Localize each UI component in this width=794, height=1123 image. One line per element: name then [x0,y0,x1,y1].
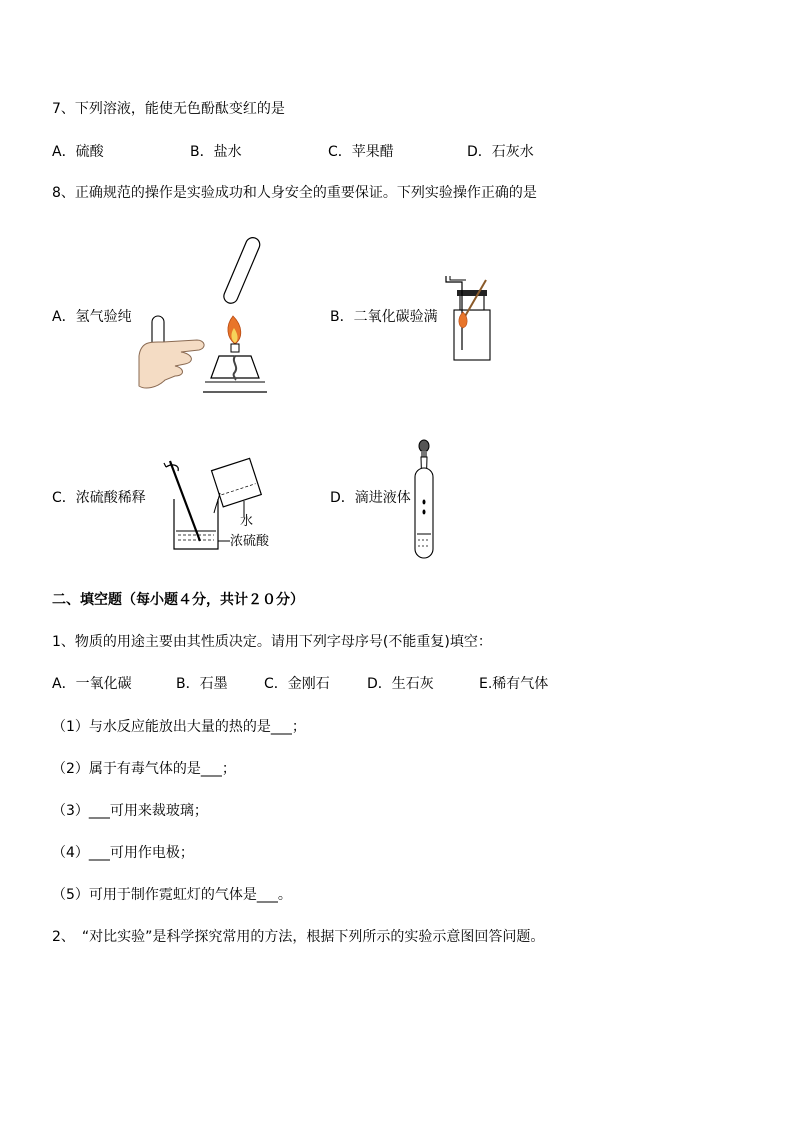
q8-option-b: B．二氧化碳验满 [330,309,438,325]
q7-stem: 7、下列溶液，能使无色酚酞变红的是 [52,101,285,117]
fill1-item-5: （5）可用于制作霓虹灯的气体是___。 [52,887,292,903]
fill1-choice-c: C．金刚石 [264,676,330,692]
q8-option-a: A．氢气验纯 [52,309,132,325]
figure-label-acid: 浓硫酸 [230,534,270,549]
q8-option-d: D．滴进液体 [330,490,411,506]
fill2-stem: 2、 “对比实验”是科学探究常用的方法，根据下列所示的实验示意图回答问题。 [52,929,545,945]
fill1-item-2: （2）属于有毒气体的是___； [52,761,236,777]
figure-hydrogen-test [135,230,275,395]
fill1-choice-b: B．石墨 [176,676,228,692]
q7-option-a: A．硫酸 [52,144,104,160]
q8-option-c: C．浓硫酸稀释 [52,490,146,506]
fill1-choice-d: D．生石灰 [367,676,434,692]
fill1-choice-a: A．一氧化碳 [52,676,132,692]
fill1-item-4: （4）___可用作电极； [52,845,194,861]
section-heading: 二、填空题（每小题４分，共计２０分） [52,592,304,608]
q7-option-d: D．石灰水 [467,144,534,160]
fill1-stem: 1、物质的用途主要由其性质决定。请用下列字母序号(不能重复)填空： [52,634,492,650]
fill1-choice-e: E.稀有气体 [479,676,549,692]
q7-option-b: B．盐水 [190,144,242,160]
figure-dropper [405,438,445,563]
q8-stem: 8、正确规范的操作是实验成功和人身安全的重要保证。下列实验操作正确的是 [52,185,537,201]
fill1-item-1: （1）与水反应能放出大量的热的是___； [52,719,306,735]
fill1-item-3: （3）___可用来裁玻璃； [52,803,208,819]
figure-label-water: 水 [240,514,254,529]
q7-option-c: C．苹果醋 [328,144,394,160]
figure-co2-test [440,270,500,365]
